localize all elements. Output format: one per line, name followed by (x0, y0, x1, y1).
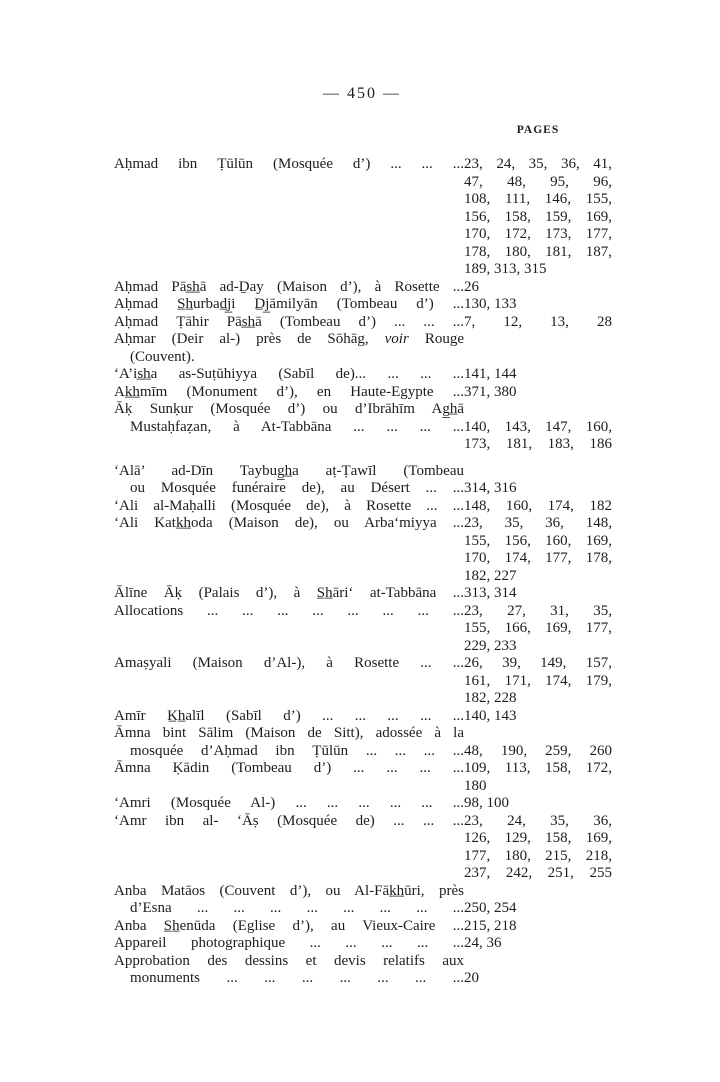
entry-pages-line: 155, 156, 160, 169, (464, 532, 612, 549)
index-entry (114, 366, 612, 384)
entry-pages-line: 314, 316 (464, 480, 517, 496)
entry-text-line (114, 191, 464, 209)
entry-text-line: Āmna bint Sālim (Maison de Sitt), adossée à la (114, 725, 464, 741)
entry-pages-line: 23, 27, 31, 35, (464, 602, 612, 619)
entry-text-line: ‘Alā’ ad-Dīn Taybug̲h̲a aṭ-Ṭawīl (Tombeau (114, 462, 464, 479)
entry-text-line: Ālīne Āḳ (Palais d’), à S̲h̲āri‘ at-Tabbāna ... (114, 585, 464, 601)
entry-text-line: ‘Amr ibn al- ‘Āṣ (Mosquée de) ... ... ... (114, 812, 464, 829)
entry-text-line: Aḥmar (Deir al-) près de Sōhāg, voir Rouge (114, 331, 464, 347)
entry-pages-line: 23, 24, 35, 36, (464, 812, 612, 829)
index-entry (114, 708, 612, 726)
entry-text-line: Anba S̲h̲enūda (Eglise d’), au Vieux-Caire ... (114, 917, 464, 934)
entry-text-line: Aḥmad S̲h̲urbad̲j̲i D̲j̲āmilyān (Tombeau d’) ... (114, 296, 464, 312)
entry-pages-line: 155, 166, 169, 177, (464, 620, 612, 636)
entry-text-line: Aḥmad Ṭāhir Pās̲h̲ā (Tombeau d’) ... ... ... (114, 313, 464, 330)
entry-pages-line: 24, 36 (464, 935, 502, 951)
entry-text-line: Ak̲h̲mīm (Monument d’), en Haute-Egypte ... (114, 383, 464, 400)
entry-text-line (114, 620, 464, 638)
entry-pages-line: 26 (464, 278, 479, 295)
entry-pages-line: 26, 39, 149, 157, (464, 655, 612, 671)
entry-text-line (114, 209, 464, 227)
index-entry (114, 401, 612, 454)
entry-pages-line: 177, 180, 215, 218, (464, 847, 612, 864)
entry-text-line (114, 174, 464, 192)
entry-text-line: ou Mosquée funéraire de), au Désert ... ... (130, 480, 464, 496)
entry-pages-line: 156, 158, 159, 169, (464, 208, 612, 225)
entry-pages-line: 130, 133 (464, 296, 517, 312)
entry-text-line: d’Esna ... ... ... ... ... ... ... ... (130, 900, 464, 916)
entry-pages-line: 47, 48, 95, 96, (464, 173, 612, 190)
entry-text-line: ‘Ali Katk̲h̲oda (Maison de), ou Arba‘miyya ... (114, 515, 464, 531)
entry-pages-line: 250, 254 (464, 900, 517, 916)
entry-text-line (114, 690, 464, 708)
index-entry (114, 279, 612, 297)
index-entry (114, 795, 612, 813)
entry-text-line (114, 436, 464, 454)
entry-pages-line: 170, 172, 173, 177, (464, 226, 612, 242)
entry-text-line: ‘Ali al-Maḥalli (Mosquée de), à Rosette ... ... (114, 497, 464, 514)
entry-pages-line (464, 401, 612, 419)
entry-pages-line: 126, 129, 158, 169, (464, 830, 612, 846)
entry-pages-line (464, 883, 612, 901)
entry-text-line: Aḥmad Pās̲h̲ā ad-Ḏay (Maison d’), à Rosette ... (114, 278, 464, 295)
entry-text-line: monuments ... ... ... ... ... ... ... (130, 970, 464, 986)
entry-text-line: Aḥmad ibn Ṭūlūn (Mosquée d’) ... ... ... (114, 156, 464, 172)
entry-pages-line: 141, 144 (464, 366, 517, 382)
index-entry (114, 918, 612, 936)
entry-text-line (114, 638, 464, 656)
entry-pages-line (464, 331, 612, 349)
entry-pages-line: 7, 12, 13, 28 (464, 313, 612, 330)
entry-text-line (114, 830, 464, 848)
index-entry (114, 603, 612, 656)
entry-pages-line: 108, 111, 146, 155, (464, 191, 612, 207)
entry-text-line: Āmna Ḳādin (Tombeau d’) ... ... ... ... (114, 760, 464, 776)
entry-pages-line: 23, 35, 36, 148, (464, 515, 612, 531)
entry-pages-line: 173, 181, 183, 186 (464, 436, 612, 452)
index-entry (114, 760, 612, 795)
entry-pages-line: 48, 190, 259, 260 (464, 742, 612, 759)
index-entry (114, 953, 612, 988)
index-entry (114, 883, 612, 918)
entry-text-line: Appareil photographique ... ... ... ... ... (114, 935, 464, 951)
entry-text-line: ‘A’is̲h̲a as-Suṭūhiyya (Sabīl de)... ... ... ... (114, 366, 464, 382)
index-entry (114, 463, 612, 498)
entry-pages-line: 20 (464, 970, 479, 986)
index-entry (114, 725, 612, 760)
entry-pages-line (464, 349, 612, 367)
index-entry (114, 935, 612, 953)
entry-text-line: mosquée d’Aḥmad ibn Ṭūlūn ... ... ... ... (130, 742, 464, 759)
entry-text-line (114, 673, 464, 691)
entry-text-line: Anba Matāos (Couvent d’), ou Al-Fāk̲h̲ūri, près (114, 882, 464, 899)
entry-text-line (114, 568, 464, 586)
entry-pages-line: 215, 218 (464, 917, 517, 934)
index-entry (114, 585, 612, 603)
entry-pages-line: 140, 143 (464, 707, 517, 724)
entry-text-line (114, 848, 464, 866)
entry-pages-line: 237, 242, 251, 255 (464, 865, 612, 881)
entry-pages-line: 109, 113, 158, 172, (464, 760, 612, 776)
entry-pages-line: 161, 171, 174, 179, (464, 672, 612, 689)
entry-text-line: Amaṣyali (Maison d’Al-), à Rosette ... ... (114, 655, 464, 671)
pages-column-header: PAGES (516, 124, 560, 136)
entry-pages-line: 182, 228 (464, 690, 517, 706)
entry-pages-line: 229, 233 (464, 637, 517, 654)
entry-pages-line: 140, 143, 147, 160, (464, 418, 612, 435)
entry-text-line: Āḳ Sunḳur (Mosquée d’) ou d’Ibrāhīm Ag̲h̲ā (114, 401, 464, 417)
entry-text-line: (Couvent). (130, 348, 195, 365)
index-entry (114, 384, 612, 402)
index-entry (114, 515, 612, 585)
entry-pages-line: 98, 100 (464, 795, 509, 811)
index-entry (114, 331, 612, 366)
entry-text-line (114, 778, 464, 796)
entry-text-line: Allocations ... ... ... ... ... ... ... ... (114, 602, 464, 619)
entry-pages-line: 170, 174, 177, 178, (464, 550, 612, 566)
entry-text-line (114, 533, 464, 551)
entry-pages-line: 371, 380 (464, 383, 517, 400)
index-entry (114, 296, 612, 314)
entry-pages-line: 189, 313, 315 (464, 261, 547, 277)
entry-pages-line (464, 463, 612, 481)
index-entry (114, 314, 612, 332)
entry-pages-line: 148, 160, 174, 182 (464, 497, 612, 514)
index-entry (114, 156, 612, 279)
index-entry (114, 498, 612, 516)
entry-text-line (114, 261, 464, 279)
entry-pages-line: 182, 227 (464, 567, 517, 584)
entry-text-line: Mustaḥfaẓan, à At-Tabbāna ... ... ... ... (130, 418, 464, 435)
entry-pages-line (464, 725, 612, 743)
index-entry (114, 813, 612, 883)
entry-text-line (114, 226, 464, 244)
index-list (114, 156, 612, 988)
entry-pages-line: 180 (464, 777, 487, 794)
entry-pages-line: 23, 24, 35, 36, 41, (464, 156, 612, 172)
page-number-header: — 450 — (323, 85, 401, 102)
entry-text-line (114, 550, 464, 568)
entry-text-line: ‘Amri (Mosquée Al-) ... ... ... ... ... ... (114, 795, 464, 811)
entry-text-line (114, 865, 464, 883)
entry-pages-line: 178, 180, 181, 187, (464, 243, 612, 260)
index-entry (114, 655, 612, 708)
entry-text-line (114, 244, 464, 262)
entry-pages-line: 313, 314 (464, 585, 517, 601)
entry-pages-line (464, 953, 612, 971)
entry-text-line: Approbation des dessins et devis relatifs aux (114, 952, 464, 969)
entry-text-line: Amīr K̲h̲alīl (Sabīl d’) ... ... ... ... ... (114, 707, 464, 724)
